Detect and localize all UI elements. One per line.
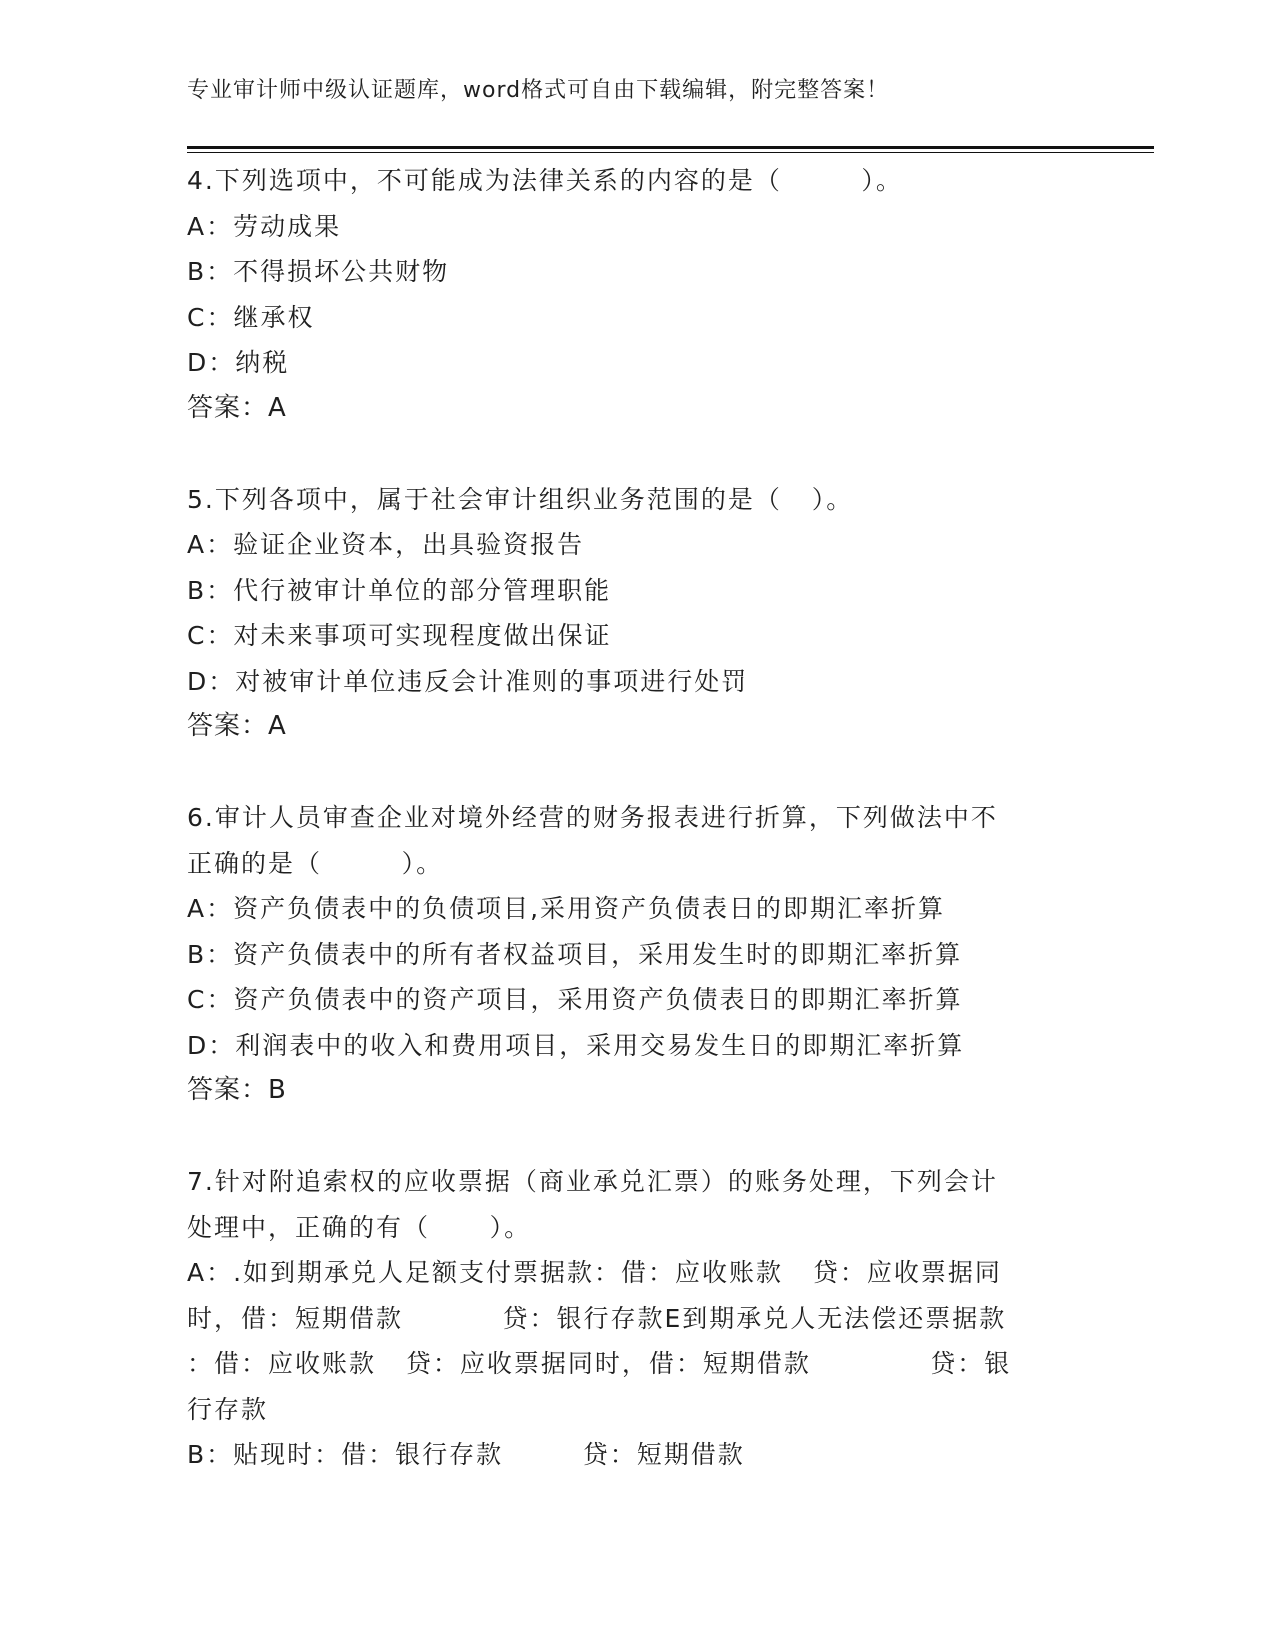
option-c: C：资产负债表中的资产项目，采用资产负债表日的即期汇率折算: [187, 985, 963, 1014]
option-a-continued: ：借：应收账款 贷：应收票据同时，借：短期借款 贷：银: [187, 1349, 1012, 1378]
option-b: B：代行被审计单位的部分管理职能: [187, 575, 612, 605]
question-block: [187, 1159, 1067, 1478]
question-stem-continued: 正确的是（ ）。: [187, 848, 444, 878]
question-stem: 7.针对附追索权的应收票据（商业承兑汇票）的账务处理，下列会计: [187, 1167, 998, 1196]
option-b: B：贴现时：借：银行存款 贷：短期借款: [187, 1440, 745, 1469]
question-block: [187, 158, 1067, 431]
question-stem: 5.下列各项中，属于社会审计组织业务范围的是（ ）。: [187, 484, 854, 514]
question-spacer: [187, 431, 1067, 477]
option-d: D：对被审计单位违反会计准则的事项进行处罚: [187, 666, 749, 696]
answer-line: 答案：B: [187, 1075, 287, 1105]
header-divider-thin: [187, 152, 1154, 153]
question-block: [187, 795, 1067, 1114]
option-a: A：验证企业资本，出具验资报告: [187, 530, 585, 559]
question-stem-continued: 处理中，正确的有（ ）。: [187, 1212, 532, 1242]
option-b: B：资产负债表中的所有者权益项目，采用发生时的即期汇率折算: [187, 939, 963, 969]
question-stem: 4.下列选项中，不可能成为法律关系的内容的是（ ）。: [187, 166, 903, 195]
answer-line: 答案：A: [187, 392, 287, 423]
option-a-continued: 时，借：短期借款 贷：银行存款E到期承兑人无法偿还票据款: [187, 1303, 1007, 1333]
page-header: 专业审计师中级认证题库，word格式可自由下载编辑，附完整答案！: [187, 78, 890, 103]
option-a: A：.如到期承兑人足额支付票据款：借：应收账款 贷：应收票据同: [187, 1258, 1002, 1287]
option-b: B：不得损坏公共财物: [187, 257, 450, 286]
question-list: [187, 158, 1067, 1478]
option-a-continued: 行存款: [187, 1394, 269, 1424]
question-spacer: [187, 750, 1067, 796]
option-d: D：利润表中的收入和费用项目，采用交易发生日的即期汇率折算: [187, 1030, 965, 1060]
option-c: C：继承权: [187, 302, 315, 332]
option-c: C：对未来事项可实现程度做出保证: [187, 621, 612, 650]
option-a: A：劳动成果: [187, 211, 342, 241]
option-d: D：纳税: [187, 348, 290, 377]
header-divider-thick: [187, 146, 1154, 149]
option-a: A：资产负债表中的负债项目,采用资产负债表日的即期汇率折算: [187, 894, 946, 923]
answer-line: 答案：A: [187, 711, 287, 741]
question-stem: 6.审计人员审查企业对境外经营的财务报表进行折算，下列做法中不: [187, 803, 998, 832]
question-block: [187, 477, 1067, 750]
question-spacer: [187, 1114, 1067, 1160]
